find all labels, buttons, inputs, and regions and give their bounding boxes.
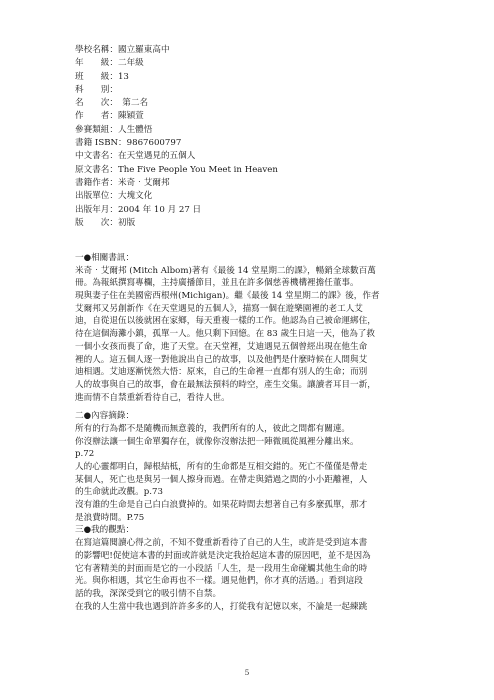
essay-body bbox=[75, 252, 425, 613]
info-original-title: 原文書名：The Five People You Meet in Heaven bbox=[75, 164, 278, 175]
text-line: 某個人，死亡也是與另一個人擦身而過。在帶走與錯過之間的小小距離裡，人 bbox=[75, 474, 368, 485]
section-heading: 二●內容摘錄： bbox=[75, 411, 135, 422]
text-line: 裡的人。這五個人逐一對他說出自己的故事，以及他們是什麼時候在人間與艾 bbox=[75, 354, 368, 365]
text-line: 艾爾邦又另創新作《在天堂遇見的五個人》，描寫一個在遊樂園裡的老工人艾 bbox=[75, 303, 363, 314]
info-author: 作 者：陳穎萱 bbox=[75, 111, 144, 122]
text-line: 迪相遇。艾迪逐漸恍然大悟：原來，自己的生命裡一直都有別人的生命；而別 bbox=[75, 367, 368, 378]
text-line: 你沒辦法讓一個生命單獨存在，就像你沒辦法把一陣微風從風裡分離出來。 bbox=[75, 436, 359, 447]
page-number: 5 bbox=[244, 668, 250, 677]
info-publish-date: 出版年月：2004 年 10 月 27 日 bbox=[75, 204, 202, 215]
info-rank: 名 次： 第二名 bbox=[75, 98, 149, 109]
text-line: 光。與你相遇，其它生命再也不一樣。遇見他們，你才真的活過。」看到這段 bbox=[75, 576, 363, 587]
text-line: 在寫這篇閱讀心得之前，不知不覺重新看待了自己的人生，或許是受到這本書 bbox=[75, 538, 368, 549]
text-line: 現與妻子住在美國密西根州(Michigan)。繼《最後 14 堂星期二的課》後，作者 bbox=[75, 291, 380, 302]
text-line: 米奇‧艾爾邦 (Mitch Albom)著有《最後 14 堂星期二的課》，暢銷全球數百萬 bbox=[75, 265, 376, 276]
text-line: 待在這個海灘小鎮，孤單一人。他只剩下回憶。在 83 歲生日這一天，他為了救 bbox=[75, 329, 375, 340]
text-line: 迪，自從退伍以後就困在家鄉，每天重複一樣的工作。他認為自己被命運綁住， bbox=[75, 316, 376, 327]
info-school: 學校名稱：國立羅東高中 bbox=[75, 45, 170, 55]
text-line: p.72 bbox=[75, 449, 95, 460]
info-chinese-title: 中文書名：在天堂遇見的五個人 bbox=[75, 151, 196, 162]
text-line: 的生命就此改觀。p.73 bbox=[75, 487, 163, 498]
info-category: 參賽類組：人生體悟 bbox=[75, 124, 153, 135]
text-line: 冊。為報紙撰寫專欄，主持廣播節目，並且在許多個慈善機構裡擔任董事。 bbox=[75, 278, 359, 289]
text-line: 所有的行為都不是隨機而無意義的，我們所有的人，彼此之間都有關連。 bbox=[75, 423, 351, 434]
text-line: 是浪費時間。P.75 bbox=[75, 512, 145, 523]
text-line: 人的故事與自己的故事，會在最無法預料的時空，產生交集。讓讀者耳目一新， bbox=[75, 379, 376, 390]
text-line: 人的心靈都明白，歸根結柢，所有的生命都是互相交錯的。死亡不僅僅是帶走 bbox=[75, 462, 368, 472]
info-book-author: 書籍作者：米奇‧艾爾邦 bbox=[75, 177, 170, 188]
info-department: 科 別： bbox=[75, 84, 118, 95]
section-heading: 三●我的觀點： bbox=[75, 525, 135, 536]
book-info-list bbox=[75, 44, 415, 230]
section-heading: 一●相關書訊： bbox=[75, 253, 135, 263]
info-class: 班 級：13 bbox=[75, 71, 129, 82]
info-isbn: 書籍 ISBN：9867600797 bbox=[75, 138, 182, 149]
text-line: 一個小女孩而喪了命，進了天堂。在天堂裡，艾迪遇見五個曾經出現在他生命 bbox=[75, 341, 368, 352]
info-grade: 年 級：二年級 bbox=[75, 58, 144, 69]
text-line: 它有著精美的封面而是它的一小段話「人生，是一段用生命碰觸其他生命的時 bbox=[75, 563, 368, 574]
info-publisher: 出版單位：大塊文化 bbox=[75, 191, 153, 202]
info-edition: 版 次：初版 bbox=[75, 217, 136, 228]
text-line: 話的我，深深受到它的吸引情不自禁。 bbox=[75, 588, 222, 599]
text-line: 的影響吧!促使這本書的封面或許就是決定我拾起這本書的原因吧，並不是因為 bbox=[75, 550, 371, 561]
text-line: 沒有誰的生命是自己白白浪費掉的。如果花時間去想著自己有多麼孤單，那才 bbox=[75, 500, 368, 511]
text-line: 在我的人生當中我也遇到許許多多的人，打從我有記憶以來，不論是一起練跳 bbox=[75, 601, 368, 612]
text-line: 進而情不自禁重新看待自己，看待人世。 bbox=[75, 392, 230, 403]
